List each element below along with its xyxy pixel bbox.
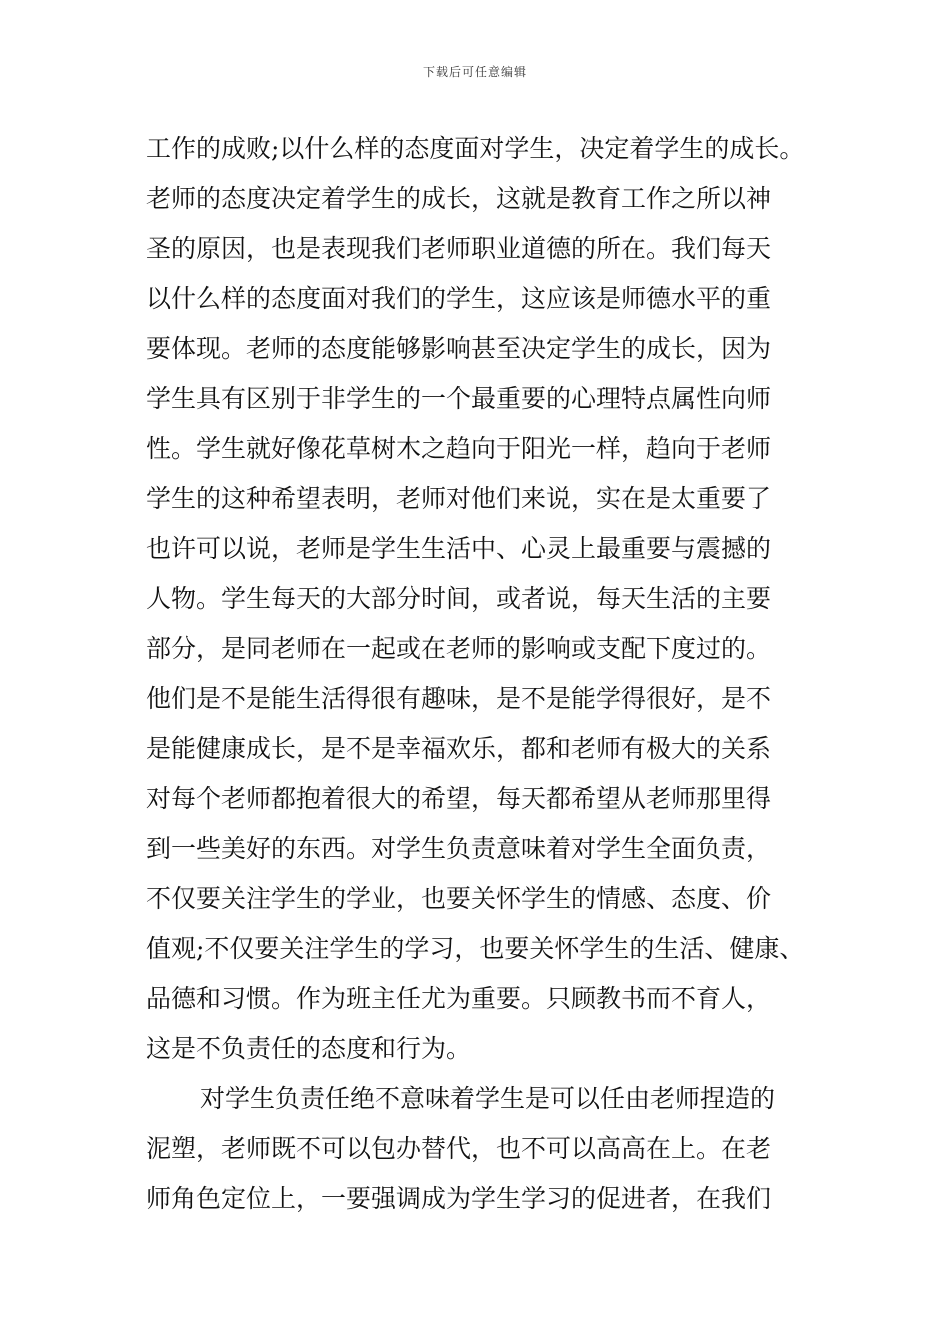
text-line: 人物。学生每天的大部分时间，或者说，每天生活的主要: [146, 584, 772, 613]
text-line: 性。学生就好像花草树木之趋向于阳光一样，趋向于老师: [146, 434, 772, 463]
text-line: 部分，是同老师在一起或在老师的影响或支配下度过的。: [146, 634, 772, 663]
document-body: [146, 124, 846, 1224]
text-line: 是能健康成长，是不是幸福欢乐，都和老师有极大的关系: [146, 734, 772, 763]
text-line: 泥塑，老师既不可以包办替代，也不可以高高在上。在老: [146, 1134, 772, 1163]
paragraph: [146, 1074, 846, 1224]
text-line: 要体现。老师的态度能够影响甚至决定学生的成长，因为: [146, 334, 772, 363]
paragraph: [146, 124, 846, 1074]
text-line: 圣的原因，也是表现我们老师职业道德的所在。我们每天: [146, 234, 772, 263]
text-line: 品德和习惯。作为班主任尤为重要。只顾教书而不育人，: [146, 984, 772, 1013]
text-line: 到一些美好的东西。对学生负责意味着对学生全面负责，: [146, 834, 772, 863]
text-line: 老师的态度决定着学生的成长，这就是教育工作之所以神: [146, 184, 772, 213]
text-line: 值观;不仅要关注学生的学习，也要关怀学生的生活、健康、: [146, 934, 805, 963]
text-line: 他们是不是能生活得很有趣味，是不是能学得很好，是不: [146, 684, 772, 713]
text-line: 工作的成败;以什么样的态度面对学生，决定着学生的成长。: [146, 134, 805, 163]
text-line: 以什么样的态度面对我们的学生，这应该是师德水平的重: [146, 284, 772, 313]
text-line: 对学生负责任绝不意味着学生是可以任由老师捏造的: [200, 1084, 776, 1113]
text-line: 学生具有区别于非学生的一个最重要的心理特点属性向师: [146, 384, 772, 413]
text-line: 师角色定位上，一要强调成为学生学习的促进者，在我们: [146, 1184, 772, 1213]
text-line: 也许可以说，老师是学生生活中、心灵上最重要与震撼的: [146, 534, 772, 563]
text-line: 不仅要关注学生的学业，也要关怀学生的情感、态度、价: [146, 884, 772, 913]
text-line: 这是不负责任的态度和行为。: [146, 1034, 472, 1063]
text-line: 学生的这种希望表明，老师对他们来说，实在是太重要了: [146, 484, 772, 513]
text-line: 对每个老师都抱着很大的希望，每天都希望从老师那里得: [146, 784, 772, 813]
page-header-note: 下载后可任意编辑: [422, 65, 527, 79]
